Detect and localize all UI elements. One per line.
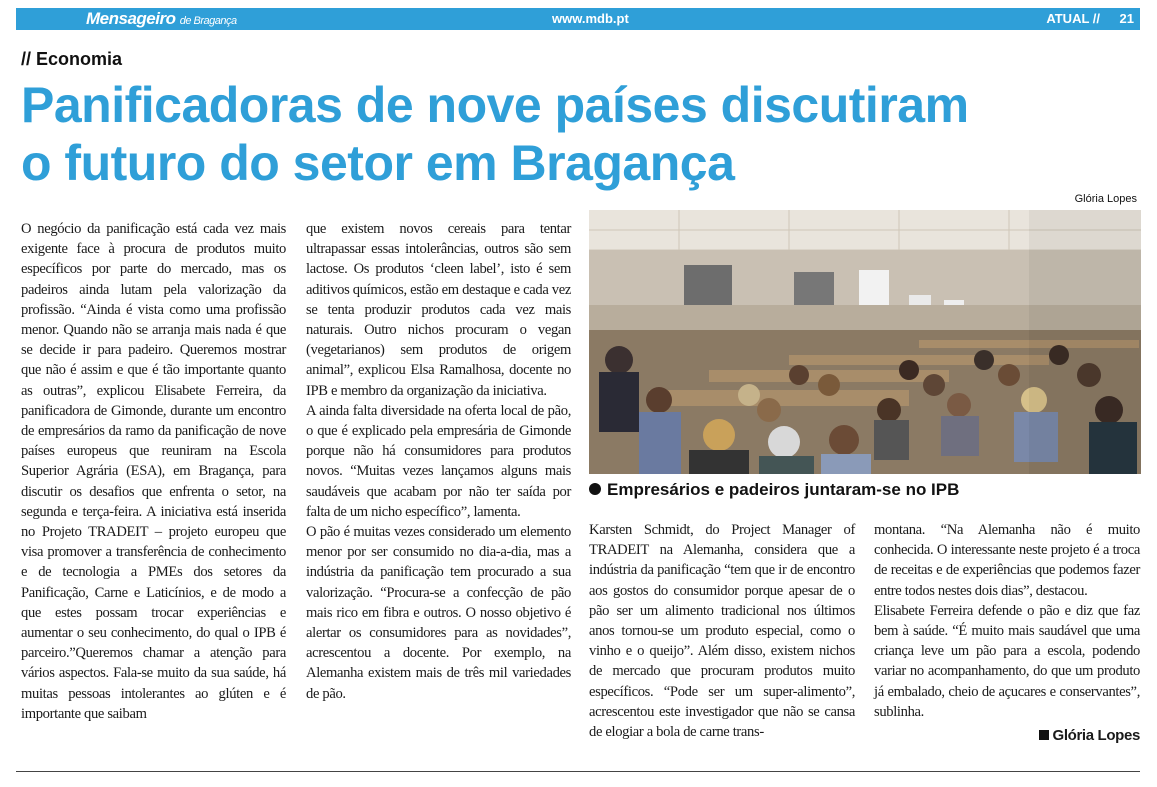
- author-byline: [874, 726, 1140, 746]
- brand-name: Mensageiro: [86, 9, 176, 28]
- bottom-rule: [16, 771, 1140, 772]
- newspaper-logo: [86, 9, 237, 29]
- author-square-icon: [1039, 730, 1049, 740]
- body-paragraph: A ainda falta diversidade na oferta local de pão, o que é explicado pela empresária de Gimonde porque não há consumidores para produtos novos. “Muitas vezes lançamos alguns mais saudáveis que acabam por não ter saída por falta de um nicho específico”, lamenta.: [306, 402, 571, 520]
- body-paragraph: montana. “Na Alemanha não é muito conhecida. O interessante neste projeto é a troca de receitas e de experiências que podemos fazer entre todos nestes dois dias”, destacou.: [874, 522, 1140, 599]
- body-paragraph: O pão é muitas vezes considerado um elemento menor por ser consumido no dia-a-dia, mas a indústria da panificação tem procurado a sua valorização. “Procura-se a confecção de pão mais rico em fibra e outros. O nosso objetivo é alertar os consumidores para as novidades”, acrescentou a docente. Por exemplo, na Alemanha existem mais de três mil variedades de pão.: [306, 524, 571, 702]
- page-number: 21: [1119, 11, 1134, 26]
- classroom-photo-illustration: [589, 210, 1141, 474]
- section-kicker: // Economia: [21, 49, 123, 69]
- article-column-4: [874, 520, 1140, 746]
- section-label: ATUAL //: [1046, 11, 1100, 26]
- bullet-dot-icon: [589, 483, 601, 495]
- author-name: Glória Lopes: [1052, 727, 1140, 745]
- body-paragraph: O negócio da panificação está cada vez mais exigente face à procura de produtos muito específicos por parte do mercado, mas os padeiros ainda lutam pela valorização da profissão. “Ainda é vista como uma profissão menor. Quando não se arranja mais nada é que se decide ir para padeiro. Queremos mostrar que não é assim e que é tão importante quanto as outras”, explicou Elisabete Ferreira, da panificadora de Gimonde, durante um encontro de empresários da ramo da panificação de nove países europeus que reuniram na Escola Superior Agrária (ESA), em Bragança, para discutir os desafios que enfrenta o setor, na segunda e terça-feira. A iniciativa está inserida no Projeto TRADEIT – projeto europeu que visa promover a transferência de conhecimento e de tecnologia a PMEs dos setores da Panificação, Carne e Laticínios, e de modo a que estes possam trocar experiências e aumentar o seu conhecimento, do qual o IPB é parceiro.”Queremos chamar a atenção para vários aspectos. Fala-se muito da sua saúde, há muitas pessoas intolerantes ao glúten e é importante que saibam: [21, 221, 286, 722]
- caption-text: Empresários e padeiros juntaram-se no IPB: [607, 480, 960, 499]
- headline-line-1: Panificadoras de nove países discutiram: [21, 77, 969, 133]
- article-photo: [589, 210, 1141, 474]
- headline-line-2: o futuro do setor em Bragança: [21, 135, 735, 191]
- website-url[interactable]: www.mdb.pt: [552, 11, 629, 26]
- brand-suffix: de Bragança: [179, 15, 237, 27]
- article-column-2: [306, 219, 571, 704]
- article-column-1: [21, 219, 286, 724]
- masthead-bar: [16, 8, 1140, 30]
- body-paragraph: Karsten Schmidt, do Project Manager of TRADEIT na Alemanha, considera que a indústria da panificação “tem que ir de encontro aos gostos do consumidor porque apesar de o pão ser um alimento tradicional nos últimos anos tornou-se um produto especial, como o vinho e o queijo”. Além disso, existem nichos de mercado que procuram produtos muito específicos. “Pode ser um super-alimento”, acrescentou este investigador que não se cansa de elogiar a bola de carne trans-: [589, 522, 855, 741]
- photo-credit: Glória Lopes: [1074, 193, 1137, 205]
- body-paragraph: que existem novos cereais para tentar ultrapassar essas intolerâncias, outros são sem lactose. Os produtos ‘cleen label’, isto é sem aditivos químicos, estão em destaque e cada vez se tenta produzir produtos cada vez mais naturais. Outro nichos procuram o vegan (vegetarianos) sem produtos de origem animal”, explicou Elsa Ramalhosa, docente no IPB e membro da organização da iniciativa.: [306, 221, 571, 399]
- article-headline: [21, 76, 1141, 192]
- article-column-3: [589, 520, 855, 742]
- photo-caption: [589, 480, 959, 500]
- body-paragraph: Elisabete Ferreira defende o pão e diz que faz bem à saúde. “É muito mais saudável que uma criança leve um pão para a escola, podendo variar no acompanhamento, do que um produto já embalado, cheio de açucares e conservantes”, sublinha.: [874, 602, 1140, 720]
